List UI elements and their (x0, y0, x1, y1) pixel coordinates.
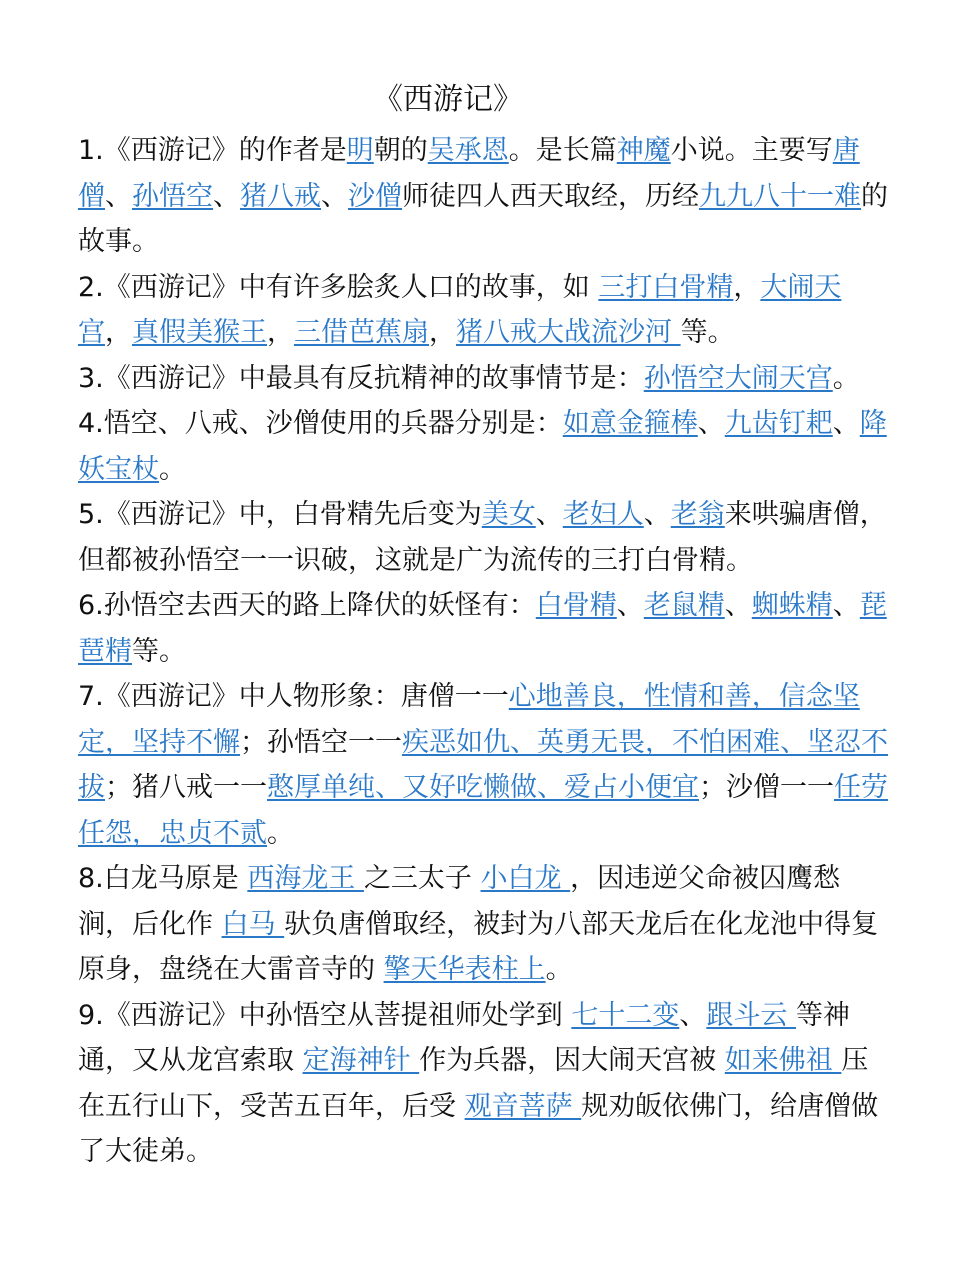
answer-text: 孙悟空大闹天宫 (643, 362, 833, 394)
question-text: 、 (832, 408, 860, 439)
question-text: 9.《西游记》中孙悟空从菩提祖师处学到 (78, 999, 572, 1031)
list-item (78, 583, 890, 674)
answer-text: 白马 (221, 908, 285, 940)
question-text: 。 (832, 362, 860, 394)
question-text: 。 (267, 817, 294, 849)
question-text: ， (105, 317, 132, 348)
question-text: 、 (105, 180, 132, 212)
question-text: 压在五行山下，受苦五百年，后受 (78, 1045, 869, 1122)
answer-text: 如意金箍棒 (562, 408, 698, 439)
question-text: 、 (724, 590, 752, 621)
answer-text: 擎天华表柱上 (383, 954, 546, 985)
question-text: 师徒四人西天取经，历经 (402, 180, 699, 212)
answer-text: 真假美猴王 (132, 317, 267, 348)
answer-text: 孙悟空 (132, 180, 213, 212)
question-text: 6.孙悟空去西天的路上降伏的妖怪有： (78, 590, 536, 621)
answer-text: 九齿钉耙 (724, 408, 833, 439)
question-text: 5.《西游记》中，白骨精先后变为 (78, 499, 482, 530)
answer-text: 吴承恩 (427, 135, 509, 166)
answer-text: 老鼠精 (643, 590, 725, 621)
list-item (78, 265, 890, 356)
answer-text: 老翁 (670, 499, 725, 530)
answer-text: 琵琶精 (78, 590, 887, 667)
question-text: 规劝皈依佛门，给唐僧做了大徒弟。 (78, 1090, 879, 1167)
question-text: ， (267, 317, 294, 348)
answer-text: 沙僧 (348, 180, 402, 212)
answer-text: 定海神针 (302, 1045, 420, 1076)
question-text: 、 (535, 499, 563, 530)
answer-text: 大闹天宫 (78, 271, 842, 348)
answer-text: 猪八戒 (240, 180, 321, 212)
question-text: ，因违逆父命被囚鹰愁涧，后化作 (78, 863, 841, 940)
question-text: 、 (616, 590, 644, 621)
question-text: 8.白龙马原是 (78, 863, 248, 894)
question-text: 2.《西游记》中有许多脍炙人口的故事，如 (78, 271, 599, 303)
question-text: 7.《西游记》中人物形象：唐僧一一 (78, 681, 509, 712)
answer-text: 跟斗云 (706, 999, 796, 1031)
answer-text: 观音菩萨 (464, 1090, 582, 1122)
answer-text: 美女 (481, 499, 536, 530)
list-item (78, 356, 890, 402)
question-text: 之三太子 (363, 863, 481, 894)
answer-text: 猪八戒大战流沙河 (456, 317, 681, 348)
question-text: 驮负唐僧取经，被封为八部天龙后在化龙池中得复原身，盘绕在大雷音寺的 (78, 908, 879, 985)
question-text: 小说。主要写 (670, 135, 833, 166)
answer-text: 降妖宝杖 (78, 408, 887, 485)
answer-text: 疾恶如仇、英勇无畏，不怕困难、坚忍不拔 (78, 726, 888, 803)
answer-text: 三借芭蕉扇 (294, 317, 429, 348)
question-text: 、 (697, 408, 725, 439)
answer-text: 蜘蛛精 (751, 590, 833, 621)
question-text: 。是长篇 (508, 135, 617, 166)
answer-text: 憨厚单纯、又好吃懒做、爱占小便宜 (267, 772, 699, 803)
answer-text: 心地善良，性情和善，信念坚定，坚持不懈 (78, 681, 860, 758)
question-text: 、 (643, 499, 671, 530)
question-text: 的故事。 (78, 180, 888, 257)
question-text: 朝的 (373, 135, 428, 166)
question-text: 1.《西游记》的作者是 (78, 135, 347, 166)
list-item (78, 993, 890, 1175)
question-text: ；孙悟空一一 (240, 726, 402, 758)
answer-text: 七十二变 (571, 999, 680, 1031)
list-item (78, 128, 890, 265)
question-text: 作为兵器，因大闹天宫被 (419, 1045, 725, 1076)
question-text: 4.悟空、八戒、沙僧使用的兵器分别是： (78, 408, 563, 439)
question-text: 等。 (132, 635, 186, 667)
answer-text: 小白龙 (480, 863, 571, 894)
list-item (78, 674, 890, 856)
answer-text: 明 (346, 135, 374, 166)
question-text: 、 (321, 180, 348, 212)
question-text: 、 (832, 590, 860, 621)
question-text: 、 (679, 999, 707, 1031)
question-text: ， (429, 317, 456, 348)
list-item (78, 492, 890, 583)
answer-text: 西海龙王 (247, 863, 364, 894)
question-text: 来哄骗唐僧，但都被孙悟空一一识破，这就是广为流传的三打白骨精。 (78, 499, 887, 576)
answer-text: 如来佛祖 (724, 1045, 842, 1076)
question-text: ；沙僧一一 (699, 772, 834, 803)
answer-text: 白骨精 (535, 590, 617, 621)
question-text: 、 (213, 180, 240, 212)
question-text: 等神通，又从龙宫索取 (78, 999, 850, 1076)
answer-text: 神魔 (616, 135, 671, 166)
answer-text: 三打白骨精 (598, 271, 734, 303)
answer-text: 九九八十一难 (699, 180, 861, 212)
question-text: 。 (545, 954, 573, 985)
question-list (78, 128, 890, 1175)
answer-text: 老妇人 (562, 499, 644, 530)
question-text: 。 (159, 453, 186, 485)
question-text: 3.《西游记》中最具有反抗精神的故事情节是： (78, 362, 644, 394)
list-item (78, 856, 890, 993)
question-text: ， (733, 271, 761, 303)
answer-text: 唐僧 (78, 135, 860, 212)
question-text: 等。 (680, 317, 735, 348)
answer-text: 任劳任怨，忠贞不贰 (78, 772, 888, 849)
list-item (78, 401, 890, 492)
question-text: ；猪八戒一一 (105, 772, 267, 803)
page-title: 《西游记》 (373, 82, 523, 117)
